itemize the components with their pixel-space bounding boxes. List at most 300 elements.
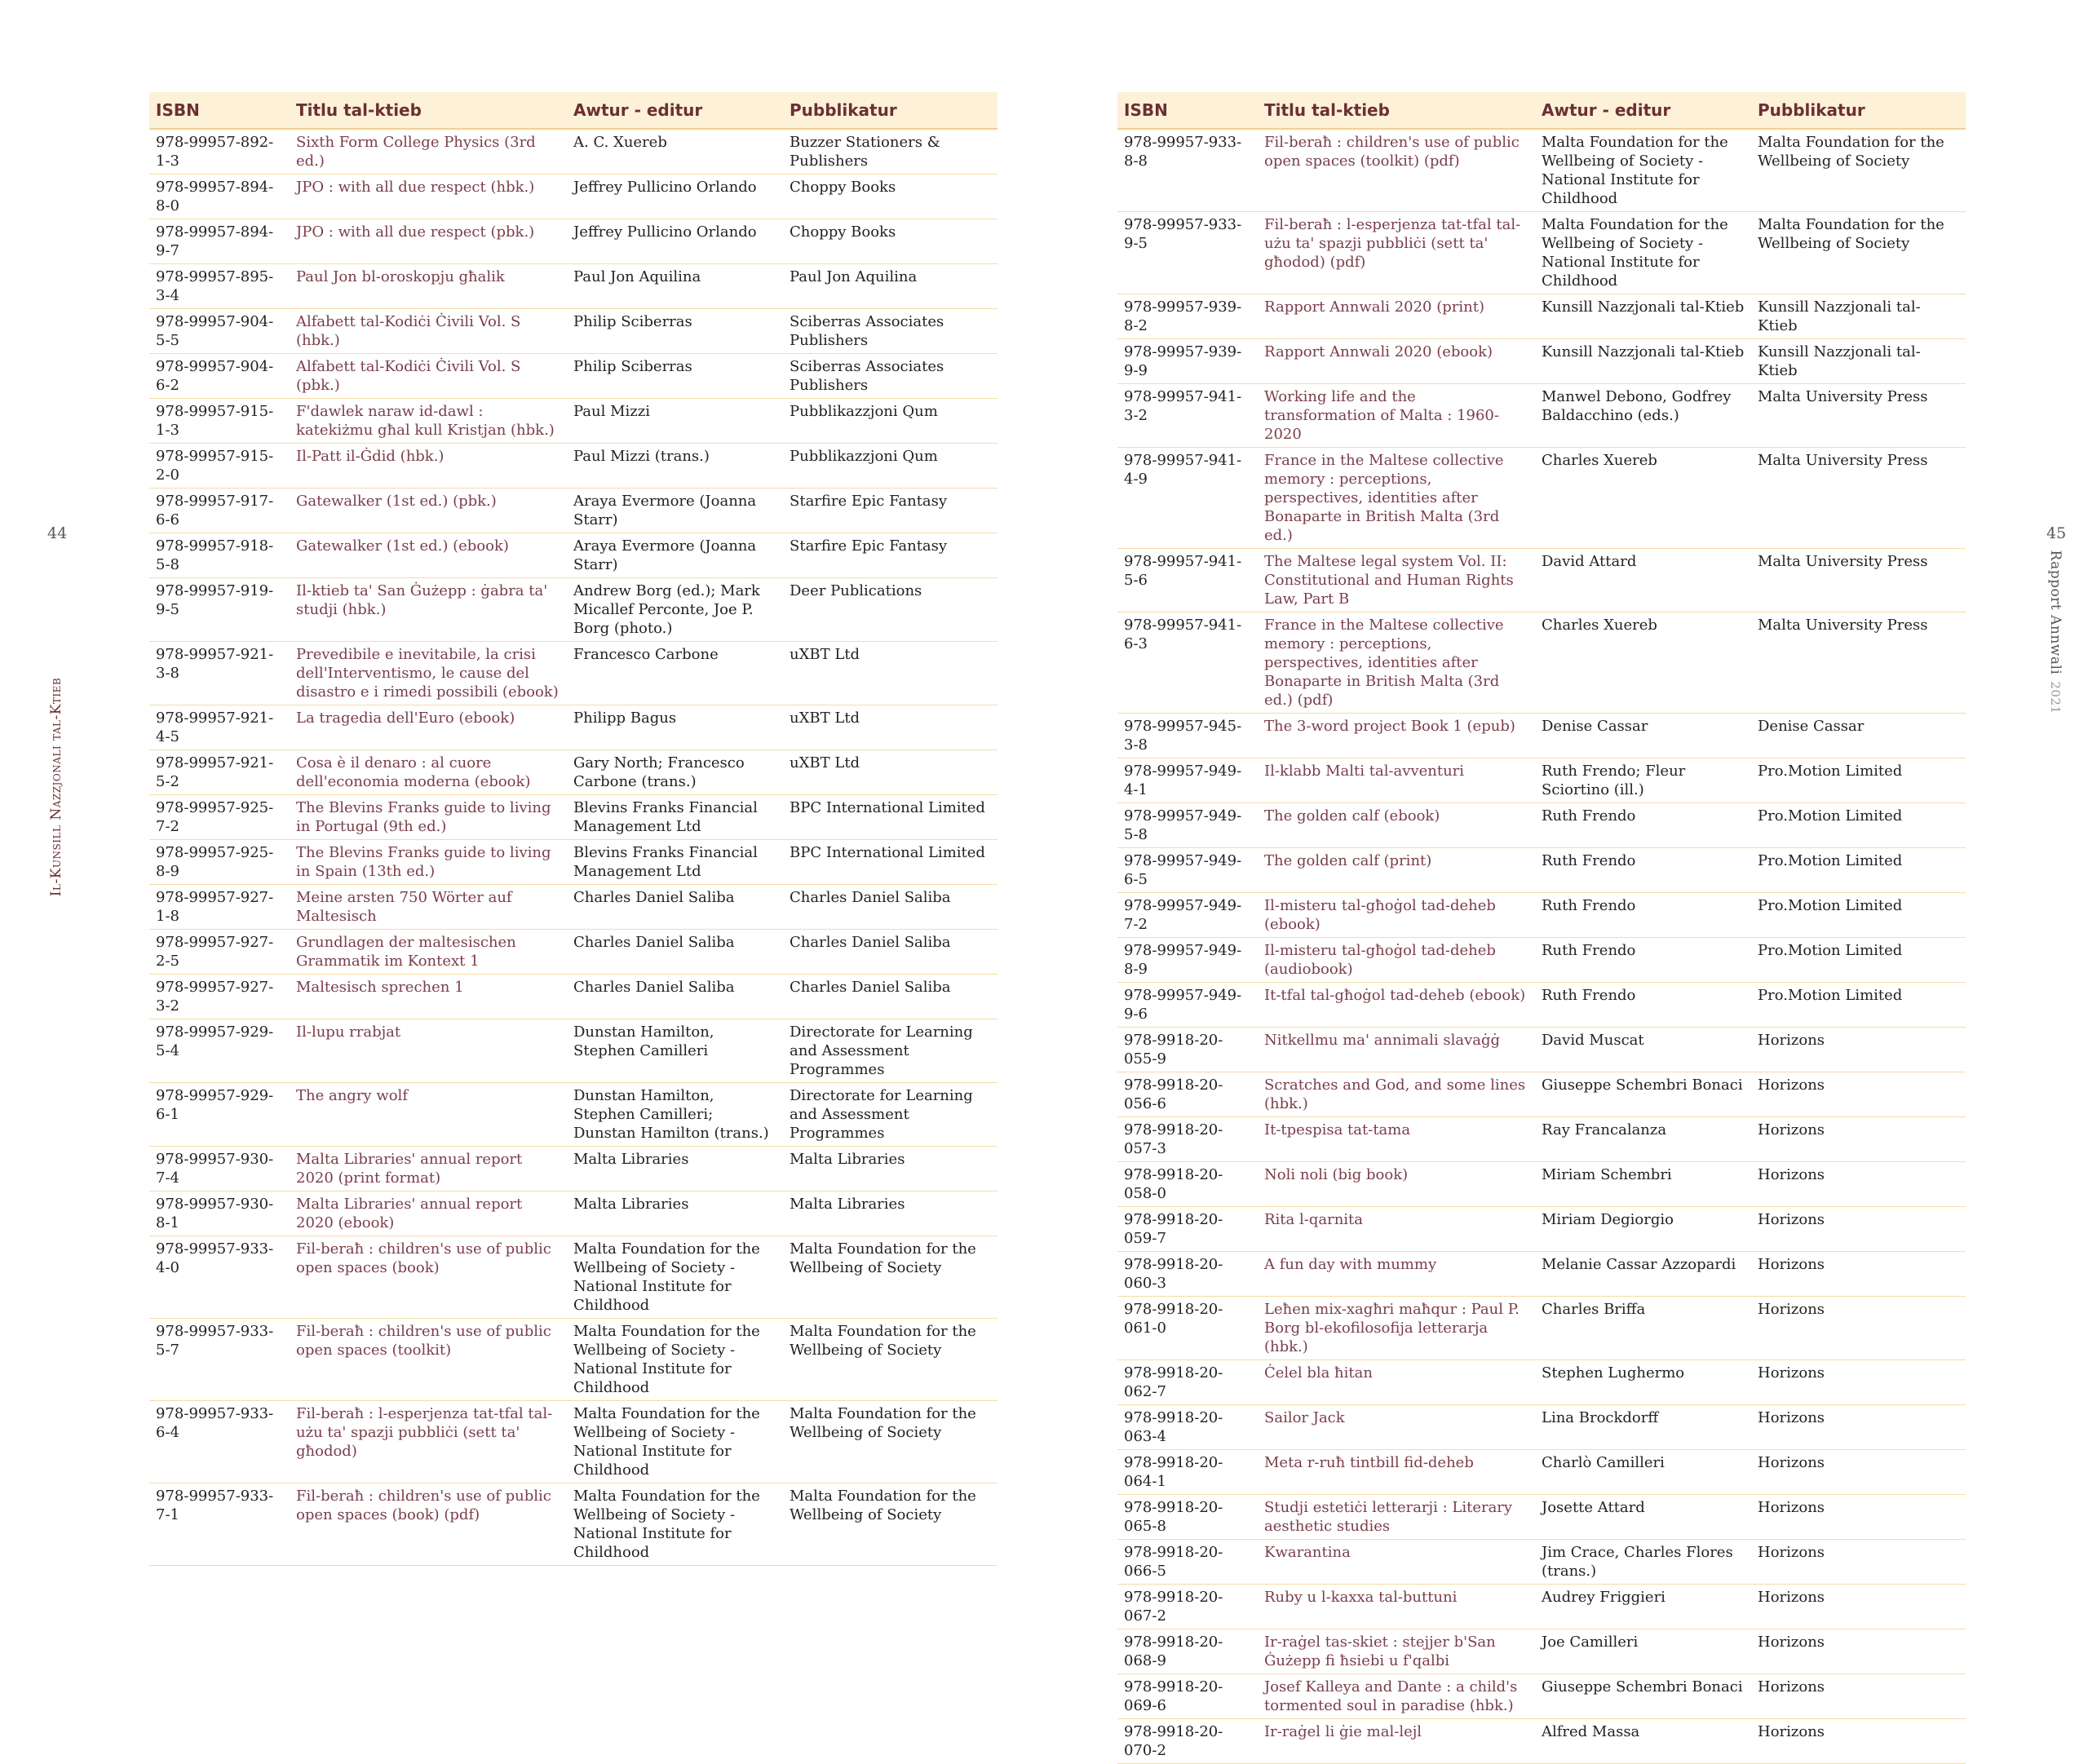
- cell-isbn: 978-99957-930-8-1: [149, 1191, 290, 1236]
- page-number-left: 44: [47, 524, 68, 542]
- cell-author: Malta Libraries: [567, 1147, 783, 1191]
- table-row: [149, 885, 998, 930]
- cell-publisher: Horizons: [1751, 1585, 1966, 1629]
- cell-author: Philip Sciberras: [567, 354, 783, 399]
- cell-publisher: Horizons: [1751, 1117, 1966, 1162]
- cell-publisher: Horizons: [1751, 1719, 1966, 1764]
- cell-isbn: 978-99957-930-7-4: [149, 1147, 290, 1191]
- cell-author: Malta Libraries: [567, 1191, 783, 1236]
- cell-publisher: Malta Foundation for the Wellbeing of Society: [1751, 212, 1966, 294]
- cell-author: Gary North; Francesco Carbone (trans.): [567, 750, 783, 795]
- cell-publisher: Horizons: [1751, 1674, 1966, 1719]
- cell-title: Fil-beraħ : l-esperjenza tat-tfal tal-użu ta' spazji pubbliċi (sett ta' għodod): [290, 1401, 567, 1483]
- table-body-left: [149, 129, 998, 1566]
- cell-isbn: 978-9918-20-055-9: [1117, 1028, 1258, 1072]
- cell-publisher: Directorate for Learning and Assessment Programmes: [783, 1019, 998, 1083]
- cell-title: Meine arsten 750 Wörter auf Maltesisch: [290, 885, 567, 930]
- table-row: [149, 795, 998, 840]
- table-row: [1117, 983, 1966, 1028]
- table-row: [149, 840, 998, 885]
- cell-title: Il-Patt il-Ġdid (hbk.): [290, 444, 567, 489]
- cell-author: Blevins Franks Financial Management Ltd: [567, 795, 783, 840]
- cell-isbn: 978-9918-20-060-3: [1117, 1252, 1258, 1297]
- cell-title: Prevedibile e inevitabile, la crisi dell'Interventismo, le cause del disastro e i rimedi possibili (ebook): [290, 642, 567, 705]
- cell-isbn: 978-99957-933-9-5: [1117, 212, 1258, 294]
- table-row: [149, 1236, 998, 1319]
- cell-author: Malta Foundation for the Wellbeing of Society - National Institute for Childhood: [567, 1236, 783, 1319]
- table-row: [149, 975, 998, 1019]
- table-row: [1117, 1629, 1966, 1674]
- cell-title: Studji estetiċi letterarji : Literary aesthetic studies: [1258, 1495, 1535, 1540]
- cell-publisher: Horizons: [1751, 1495, 1966, 1540]
- cell-publisher: Malta Foundation for the Wellbeing of Society: [783, 1236, 998, 1319]
- cell-author: Charles Daniel Saliba: [567, 930, 783, 975]
- cell-author: Alfred Massa: [1535, 1719, 1751, 1764]
- cell-publisher: Paul Jon Aquilina: [783, 264, 998, 309]
- cell-title: It-tfal tal-għoġol tad-deheb (ebook): [1258, 983, 1535, 1028]
- cell-author: Denise Cassar: [1535, 714, 1751, 758]
- cell-title: Scratches and God, and some lines (hbk.): [1258, 1072, 1535, 1117]
- cell-author: Kunsill Nazzjonali tal-Ktieb: [1535, 339, 1751, 384]
- table-row: [149, 1147, 998, 1191]
- cell-author: Araya Evermore (Joanna Starr): [567, 533, 783, 578]
- cell-title: Rapport Annwali 2020 (print): [1258, 294, 1535, 339]
- cell-author: Ruth Frendo: [1535, 983, 1751, 1028]
- cell-isbn: 978-99957-929-5-4: [149, 1019, 290, 1083]
- table-row: [1117, 1162, 1966, 1207]
- cell-isbn: 978-99957-939-9-9: [1117, 339, 1258, 384]
- cell-isbn: 978-99957-904-6-2: [149, 354, 290, 399]
- cell-author: Francesco Carbone: [567, 642, 783, 705]
- cell-title: The Blevins Franks guide to living in Portugal (9th ed.): [290, 795, 567, 840]
- cell-isbn: 978-99957-941-4-9: [1117, 448, 1258, 549]
- cell-isbn: 978-99957-927-1-8: [149, 885, 290, 930]
- table-row: [1117, 848, 1966, 893]
- cell-isbn: 978-99957-933-4-0: [149, 1236, 290, 1319]
- table-row: [1117, 1585, 1966, 1629]
- table-row: [1117, 448, 1966, 549]
- table-row: [1117, 1450, 1966, 1495]
- cell-isbn: 978-99957-949-7-2: [1117, 893, 1258, 938]
- cell-author: Miriam Schembri: [1535, 1162, 1751, 1207]
- cell-publisher: Charles Daniel Saliba: [783, 885, 998, 930]
- cell-publisher: Charles Daniel Saliba: [783, 930, 998, 975]
- cell-isbn: 978-99957-949-8-9: [1117, 938, 1258, 983]
- cell-publisher: Deer Publications: [783, 578, 998, 642]
- running-head-left: Il-Kunsill Nazzjonali tal-Ktieb: [48, 677, 64, 897]
- table-row: [1117, 1719, 1966, 1764]
- cell-title: France in the Maltese collective memory : perceptions, perspectives, identities after Bonaparte in British Malta (3rd ed.): [1258, 448, 1535, 549]
- table-row: [1117, 1072, 1966, 1117]
- cell-isbn: 978-99957-915-1-3: [149, 399, 290, 444]
- cell-title: Fil-beraħ : children's use of public open spaces (book) (pdf): [290, 1483, 567, 1566]
- cell-title: JPO : with all due respect (pbk.): [290, 219, 567, 264]
- table-row: [1117, 384, 1966, 448]
- cell-title: Rapport Annwali 2020 (ebook): [1258, 339, 1535, 384]
- cell-publisher: Choppy Books: [783, 175, 998, 219]
- cell-title: Fil-beraħ : children's use of public open spaces (toolkit) (pdf): [1258, 129, 1535, 212]
- table-row: [1117, 1360, 1966, 1405]
- cell-title: Gatewalker (1st ed.) (pbk.): [290, 489, 567, 533]
- cell-author: Charlò Camilleri: [1535, 1450, 1751, 1495]
- cell-title: Leħen mix-xagħri maħqur : Paul P. Borg bl-ekofilosofija letterarja (hbk.): [1258, 1297, 1535, 1360]
- cell-publisher: Malta Libraries: [783, 1147, 998, 1191]
- header-author: Awtur - editur: [567, 92, 783, 129]
- cell-title: A fun day with mummy: [1258, 1252, 1535, 1297]
- isbn-table-right: [1117, 92, 1966, 1764]
- table-row: [149, 930, 998, 975]
- cell-author: Joe Camilleri: [1535, 1629, 1751, 1674]
- cell-title: Sixth Form College Physics (3rd ed.): [290, 129, 567, 175]
- cell-publisher: Pro.Motion Limited: [1751, 938, 1966, 983]
- cell-publisher: Horizons: [1751, 1629, 1966, 1674]
- cell-author: Stephen Lughermo: [1535, 1360, 1751, 1405]
- cell-title: Noli noli (big book): [1258, 1162, 1535, 1207]
- table-row: [1117, 212, 1966, 294]
- cell-title: Malta Libraries' annual report 2020 (print format): [290, 1147, 567, 1191]
- table-row: [1117, 1495, 1966, 1540]
- cell-title: Grundlagen der maltesischen Grammatik im Kontext 1: [290, 930, 567, 975]
- cell-author: Ruth Frendo; Fleur Sciortino (ill.): [1535, 758, 1751, 803]
- cell-title: Il-lupu rrabjat: [290, 1019, 567, 1083]
- cell-isbn: 978-99957-929-6-1: [149, 1083, 290, 1147]
- cell-publisher: Horizons: [1751, 1360, 1966, 1405]
- cell-publisher: Malta Foundation for the Wellbeing of Society: [783, 1401, 998, 1483]
- cell-title: Ir-raġel tas-skiet : stejjer b'San Ġużepp fi ħsiebi u f'qalbi: [1258, 1629, 1535, 1674]
- cell-isbn: 978-9918-20-056-6: [1117, 1072, 1258, 1117]
- cell-publisher: uXBT Ltd: [783, 642, 998, 705]
- cell-publisher: Horizons: [1751, 1207, 1966, 1252]
- cell-author: Araya Evermore (Joanna Starr): [567, 489, 783, 533]
- cell-isbn: 978-99957-925-7-2: [149, 795, 290, 840]
- table-row: [1117, 294, 1966, 339]
- cell-isbn: 978-99957-892-1-3: [149, 129, 290, 175]
- cell-author: Malta Foundation for the Wellbeing of Society - National Institute for Childhood: [1535, 129, 1751, 212]
- running-head-right: [2047, 550, 2064, 714]
- cell-isbn: 978-99957-927-2-5: [149, 930, 290, 975]
- cell-title: F'dawlek naraw id-dawl : katekiżmu għal kull Kristjan (hbk.): [290, 399, 567, 444]
- cell-publisher: Pro.Motion Limited: [1751, 758, 1966, 803]
- cell-author: Malta Foundation for the Wellbeing of Society - National Institute for Childhood: [567, 1483, 783, 1566]
- running-head-right-title: Rapport Annwali: [2047, 550, 2064, 675]
- table-row: [149, 444, 998, 489]
- cell-title: Sailor Jack: [1258, 1405, 1535, 1450]
- table-row: [149, 1019, 998, 1083]
- cell-publisher: Malta University Press: [1751, 549, 1966, 612]
- cell-isbn: 978-99957-933-8-8: [1117, 129, 1258, 212]
- cell-title: Ruby u l-kaxxa tal-buttuni: [1258, 1585, 1535, 1629]
- table-row: [149, 642, 998, 705]
- table-row: [1117, 1674, 1966, 1719]
- cell-title: Nitkellmu ma' annimali slavaġġ: [1258, 1028, 1535, 1072]
- cell-title: Ir-raġel li ġie mal-lejl: [1258, 1719, 1535, 1764]
- cell-isbn: 978-9918-20-063-4: [1117, 1405, 1258, 1450]
- table-row: [1117, 1540, 1966, 1585]
- cell-author: Malta Foundation for the Wellbeing of Society - National Institute for Childhood: [567, 1401, 783, 1483]
- cell-title: It-tpespisa tat-tama: [1258, 1117, 1535, 1162]
- table-row: [149, 1083, 998, 1147]
- table-row: [1117, 1252, 1966, 1297]
- cell-publisher: Starfire Epic Fantasy: [783, 489, 998, 533]
- table-row: [1117, 1028, 1966, 1072]
- table-row: [149, 750, 998, 795]
- cell-publisher: Pro.Motion Limited: [1751, 803, 1966, 848]
- cell-title: Il-misteru tal-għoġol tad-deheb (ebook): [1258, 893, 1535, 938]
- cell-author: Philipp Bagus: [567, 705, 783, 750]
- table-row: [149, 175, 998, 219]
- cell-author: Ruth Frendo: [1535, 938, 1751, 983]
- table-row: [1117, 1405, 1966, 1450]
- header-publisher: Pubblikatur: [1751, 92, 1966, 129]
- cell-author: Charles Daniel Saliba: [567, 975, 783, 1019]
- cell-title: Il-ktieb ta' San Ġużepp : ġabra ta' studji (hbk.): [290, 578, 567, 642]
- table-row: [1117, 758, 1966, 803]
- cell-publisher: Malta University Press: [1751, 448, 1966, 549]
- table-row: [149, 1401, 998, 1483]
- cell-author: Malta Foundation for the Wellbeing of Society - National Institute for Childhood: [1535, 212, 1751, 294]
- cell-isbn: 978-99957-918-5-8: [149, 533, 290, 578]
- cell-isbn: 978-99957-941-5-6: [1117, 549, 1258, 612]
- cell-author: Philip Sciberras: [567, 309, 783, 354]
- cell-isbn: 978-99957-941-6-3: [1117, 612, 1258, 714]
- table-row: [149, 219, 998, 264]
- cell-author: Charles Xuereb: [1535, 612, 1751, 714]
- cell-title: The angry wolf: [290, 1083, 567, 1147]
- cell-title: Paul Jon bl-oroskopju għalik: [290, 264, 567, 309]
- cell-isbn: 978-9918-20-065-8: [1117, 1495, 1258, 1540]
- table-row: [1117, 549, 1966, 612]
- cell-author: Paul Mizzi: [567, 399, 783, 444]
- header-publisher: Pubblikatur: [783, 92, 998, 129]
- cell-publisher: Sciberras Associates Publishers: [783, 354, 998, 399]
- cell-isbn: 978-99957-933-7-1: [149, 1483, 290, 1566]
- cell-publisher: Malta Foundation for the Wellbeing of Society: [783, 1483, 998, 1566]
- isbn-table-left: [149, 92, 998, 1566]
- cell-isbn: 978-9918-20-064-1: [1117, 1450, 1258, 1495]
- running-head-right-year: 2021: [2048, 681, 2063, 714]
- cell-publisher: Pro.Motion Limited: [1751, 848, 1966, 893]
- table-row: [1117, 1207, 1966, 1252]
- cell-author: Miriam Degiorgio: [1535, 1207, 1751, 1252]
- right-page-table-container: [1117, 92, 1966, 1764]
- cell-title: Fil-beraħ : children's use of public open spaces (book): [290, 1236, 567, 1319]
- cell-publisher: Malta University Press: [1751, 384, 1966, 448]
- cell-title: Malta Libraries' annual report 2020 (ebook): [290, 1191, 567, 1236]
- cell-publisher: Pubblikazzjoni Qum: [783, 444, 998, 489]
- cell-isbn: 978-99957-927-3-2: [149, 975, 290, 1019]
- table-row: [149, 1483, 998, 1566]
- cell-isbn: 978-99957-915-2-0: [149, 444, 290, 489]
- cell-publisher: Malta Foundation for the Wellbeing of Society: [783, 1319, 998, 1401]
- cell-isbn: 978-99957-921-5-2: [149, 750, 290, 795]
- cell-publisher: Horizons: [1751, 1162, 1966, 1207]
- cell-isbn: 978-99957-949-5-8: [1117, 803, 1258, 848]
- header-title: Titlu tal-ktieb: [290, 92, 567, 129]
- cell-title: The Blevins Franks guide to living in Spain (13th ed.): [290, 840, 567, 885]
- cell-isbn: 978-9918-20-067-2: [1117, 1585, 1258, 1629]
- cell-isbn: 978-9918-20-062-7: [1117, 1360, 1258, 1405]
- cell-title: Alfabett tal-Kodiċi Ċivili Vol. S (pbk.): [290, 354, 567, 399]
- cell-title: Alfabett tal-Kodiċi Ċivili Vol. S (hbk.): [290, 309, 567, 354]
- table-row: [1117, 803, 1966, 848]
- cell-author: David Attard: [1535, 549, 1751, 612]
- cell-title: The Maltese legal system Vol. II: Constitutional and Human Rights Law, Part B: [1258, 549, 1535, 612]
- cell-author: Josette Attard: [1535, 1495, 1751, 1540]
- cell-author: Malta Foundation for the Wellbeing of Society - National Institute for Childhood: [567, 1319, 783, 1401]
- cell-publisher: Horizons: [1751, 1405, 1966, 1450]
- cell-isbn: 978-99957-894-8-0: [149, 175, 290, 219]
- cell-title: Josef Kalleya and Dante : a child's tormented soul in paradise (hbk.): [1258, 1674, 1535, 1719]
- cell-isbn: 978-99957-919-9-5: [149, 578, 290, 642]
- cell-title: Kwarantina: [1258, 1540, 1535, 1585]
- cell-title: Rita l-qarnita: [1258, 1207, 1535, 1252]
- cell-isbn: 978-9918-20-066-5: [1117, 1540, 1258, 1585]
- cell-publisher: Kunsill Nazzjonali tal-Ktieb: [1751, 339, 1966, 384]
- cell-author: Melanie Cassar Azzopardi: [1535, 1252, 1751, 1297]
- cell-author: Giuseppe Schembri Bonaci: [1535, 1674, 1751, 1719]
- cell-isbn: 978-9918-20-057-3: [1117, 1117, 1258, 1162]
- cell-isbn: 978-99957-921-3-8: [149, 642, 290, 705]
- cell-isbn: 978-99957-895-3-4: [149, 264, 290, 309]
- cell-title: The 3-word project Book 1 (epub): [1258, 714, 1535, 758]
- cell-isbn: 978-99957-933-5-7: [149, 1319, 290, 1401]
- cell-author: Paul Mizzi (trans.): [567, 444, 783, 489]
- cell-author: Dunstan Hamilton, Stephen Camilleri; Dunstan Hamilton (trans.): [567, 1083, 783, 1147]
- table-row: [149, 578, 998, 642]
- cell-isbn: 978-99957-894-9-7: [149, 219, 290, 264]
- cell-author: Manwel Debono, Godfrey Baldacchino (eds.): [1535, 384, 1751, 448]
- table-row: [1117, 339, 1966, 384]
- table-row: [149, 309, 998, 354]
- table-header-row: [1117, 92, 1966, 129]
- table-row: [149, 489, 998, 533]
- cell-author: Blevins Franks Financial Management Ltd: [567, 840, 783, 885]
- table-row: [1117, 1117, 1966, 1162]
- cell-author: David Muscat: [1535, 1028, 1751, 1072]
- cell-author: Dunstan Hamilton, Stephen Camilleri: [567, 1019, 783, 1083]
- cell-publisher: Starfire Epic Fantasy: [783, 533, 998, 578]
- cell-publisher: Pubblikazzjoni Qum: [783, 399, 998, 444]
- cell-author: Kunsill Nazzjonali tal-Ktieb: [1535, 294, 1751, 339]
- cell-publisher: uXBT Ltd: [783, 750, 998, 795]
- table-row: [149, 129, 998, 175]
- cell-isbn: 978-99957-941-3-2: [1117, 384, 1258, 448]
- cell-publisher: Horizons: [1751, 1540, 1966, 1585]
- table-body-right: [1117, 129, 1966, 1764]
- page-number-right: 45: [2046, 524, 2067, 542]
- cell-title: Il-misteru tal-għoġol tad-deheb (audiobook): [1258, 938, 1535, 983]
- table-row: [1117, 129, 1966, 212]
- cell-isbn: 978-99957-921-4-5: [149, 705, 290, 750]
- cell-author: Charles Xuereb: [1535, 448, 1751, 549]
- cell-publisher: Directorate for Learning and Assessment Programmes: [783, 1083, 998, 1147]
- cell-publisher: Denise Cassar: [1751, 714, 1966, 758]
- cell-author: Audrey Friggieri: [1535, 1585, 1751, 1629]
- cell-title: Fil-beraħ : l-esperjenza tat-tfal tal-użu ta' spazji pubbliċi (sett ta' għodod) (pdf): [1258, 212, 1535, 294]
- cell-publisher: Kunsill Nazzjonali tal-Ktieb: [1751, 294, 1966, 339]
- cell-isbn: 978-99957-949-4-1: [1117, 758, 1258, 803]
- cell-publisher: Malta University Press: [1751, 612, 1966, 714]
- cell-publisher: Sciberras Associates Publishers: [783, 309, 998, 354]
- cell-author: Ray Francalanza: [1535, 1117, 1751, 1162]
- cell-publisher: Malta Foundation for the Wellbeing of Society: [1751, 129, 1966, 212]
- table-row: [1117, 714, 1966, 758]
- cell-isbn: 978-99957-949-9-6: [1117, 983, 1258, 1028]
- cell-isbn: 978-9918-20-061-0: [1117, 1297, 1258, 1360]
- cell-author: Giuseppe Schembri Bonaci: [1535, 1072, 1751, 1117]
- cell-publisher: BPC International Limited: [783, 840, 998, 885]
- cell-author: Jeffrey Pullicino Orlando: [567, 175, 783, 219]
- cell-author: Paul Jon Aquilina: [567, 264, 783, 309]
- cell-publisher: BPC International Limited: [783, 795, 998, 840]
- cell-author: Jim Crace, Charles Flores (trans.): [1535, 1540, 1751, 1585]
- table-row: [1117, 893, 1966, 938]
- cell-author: Charles Briffa: [1535, 1297, 1751, 1360]
- cell-author: Charles Daniel Saliba: [567, 885, 783, 930]
- table-row: [1117, 938, 1966, 983]
- cell-isbn: 978-99957-917-6-6: [149, 489, 290, 533]
- cell-author: Andrew Borg (ed.); Mark Micallef Perconte, Joe P. Borg (photo.): [567, 578, 783, 642]
- cell-publisher: uXBT Ltd: [783, 705, 998, 750]
- cell-title: Working life and the transformation of Malta : 1960-2020: [1258, 384, 1535, 448]
- cell-isbn: 978-9918-20-069-6: [1117, 1674, 1258, 1719]
- cell-title: Ċelel bla ħitan: [1258, 1360, 1535, 1405]
- cell-title: Il-klabb Malti tal-avventuri: [1258, 758, 1535, 803]
- table-row: [149, 1191, 998, 1236]
- cell-isbn: 978-9918-20-070-2: [1117, 1719, 1258, 1764]
- cell-publisher: Charles Daniel Saliba: [783, 975, 998, 1019]
- cell-author: Ruth Frendo: [1535, 893, 1751, 938]
- cell-author: A. C. Xuereb: [567, 129, 783, 175]
- table-row: [149, 354, 998, 399]
- cell-title: The golden calf (print): [1258, 848, 1535, 893]
- cell-isbn: 978-99957-933-6-4: [149, 1401, 290, 1483]
- cell-author: Ruth Frendo: [1535, 848, 1751, 893]
- cell-isbn: 978-9918-20-058-0: [1117, 1162, 1258, 1207]
- table-header-row: [149, 92, 998, 129]
- cell-author: Jeffrey Pullicino Orlando: [567, 219, 783, 264]
- cell-isbn: 978-9918-20-068-9: [1117, 1629, 1258, 1674]
- cell-isbn: 978-99957-904-5-5: [149, 309, 290, 354]
- cell-publisher: Pro.Motion Limited: [1751, 983, 1966, 1028]
- cell-title: Cosa è il denaro : al cuore dell'economia moderna (ebook): [290, 750, 567, 795]
- cell-isbn: 978-9918-20-059-7: [1117, 1207, 1258, 1252]
- header-isbn: ISBN: [1117, 92, 1258, 129]
- table-row: [149, 1319, 998, 1401]
- header-isbn: ISBN: [149, 92, 290, 129]
- cell-isbn: 978-99957-925-8-9: [149, 840, 290, 885]
- table-row: [1117, 1297, 1966, 1360]
- cell-title: France in the Maltese collective memory : perceptions, perspectives, identities after Bonaparte in British Malta (3rd ed.) (pdf): [1258, 612, 1535, 714]
- cell-author: Ruth Frendo: [1535, 803, 1751, 848]
- cell-publisher: Horizons: [1751, 1450, 1966, 1495]
- cell-publisher: Choppy Books: [783, 219, 998, 264]
- header-author: Awtur - editur: [1535, 92, 1751, 129]
- cell-isbn: 978-99957-949-6-5: [1117, 848, 1258, 893]
- table-row: [149, 533, 998, 578]
- cell-publisher: Horizons: [1751, 1252, 1966, 1297]
- cell-isbn: 978-99957-945-3-8: [1117, 714, 1258, 758]
- cell-publisher: Horizons: [1751, 1072, 1966, 1117]
- cell-publisher: Horizons: [1751, 1028, 1966, 1072]
- left-page-table-container: [149, 92, 998, 1566]
- cell-publisher: Horizons: [1751, 1297, 1966, 1360]
- table-row: [1117, 612, 1966, 714]
- cell-title: Maltesisch sprechen 1: [290, 975, 567, 1019]
- cell-publisher: Malta Libraries: [783, 1191, 998, 1236]
- header-title: Titlu tal-ktieb: [1258, 92, 1535, 129]
- cell-title: Fil-beraħ : children's use of public open spaces (toolkit): [290, 1319, 567, 1401]
